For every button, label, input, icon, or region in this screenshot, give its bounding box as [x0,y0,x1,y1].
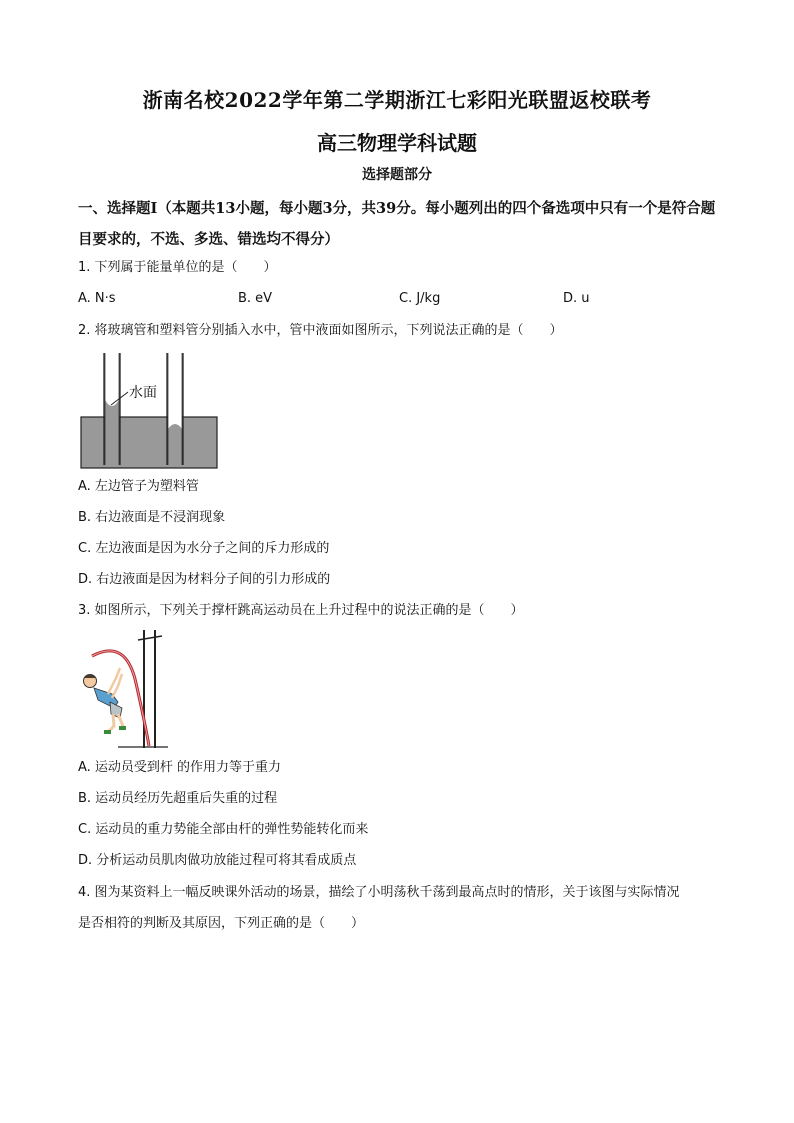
pole-vault-figure [78,628,173,750]
exam-subtitle: 高三物理学科试题 [317,131,477,155]
q2-option-c: C. 左边液面是因为水分子之间的斥力形成的 [78,541,330,556]
q2-option-b: B. 右边液面是不浸润现象 [78,510,226,525]
water-surface-label: 水面 [129,385,157,401]
q1-stem: 1. 下列属于能量单位的是（ ） [78,260,277,275]
part-heading: 选择题部分 [362,167,432,183]
exam-title: 浙南名校2022学年第二学期浙江七彩阳光联盟返校联考 [142,88,652,112]
right-tube [167,353,183,465]
athlete [84,668,127,734]
q2-stem: 2. 将玻璃管和塑料管分别插入水中，管中液面如图所示，下列说法正确的是（ ） [78,323,563,338]
q2-option-d: D. 右边液面是因为材料分子间的引力形成的 [78,572,331,587]
q1-option-c: C. J/kg [399,291,441,306]
q1-option-a: A. N·s [78,291,116,306]
left-tube [104,353,120,465]
q3-option-c: C. 运动员的重力势能全部由杆的弹性势能转化而来 [78,822,369,837]
q1-option-b: B. eV [238,291,273,306]
capillary-tubes-figure [78,350,220,470]
q1-option-d: D. u [563,291,590,306]
water-body [81,417,217,468]
q3-option-d: D. 分析运动员肌肉做功放能过程可将其看成质点 [78,853,357,868]
q2-option-a: A. 左边管子为塑料管 [78,479,199,494]
q3-option-b: B. 运动员经历先超重后失重的过程 [78,791,278,806]
q4-stem-line2: 是否相符的判断及其原因，下列正确的是（ ） [78,916,365,931]
q3-option-a: A. 运动员受到杆 的作用力等于重力 [78,760,282,775]
crossbar [138,636,162,640]
section-instructions: 一、选择题Ⅰ（本题共13小题，每小题3分，共39分。每小题列出的四个备选项中只有一个是符合题目要求的，不选、多选、错选均不得分） [78,200,716,248]
q3-stem: 3. 如图所示，下列关于撑杆跳高运动员在上升过程中的说法正确的是（ ） [78,603,524,618]
q4-stem-line1: 4. 图为某资料上一幅反映课外活动的场景，描绘了小明荡秋千荡到最高点时的情形，关于该图与实际情况 [78,885,680,900]
